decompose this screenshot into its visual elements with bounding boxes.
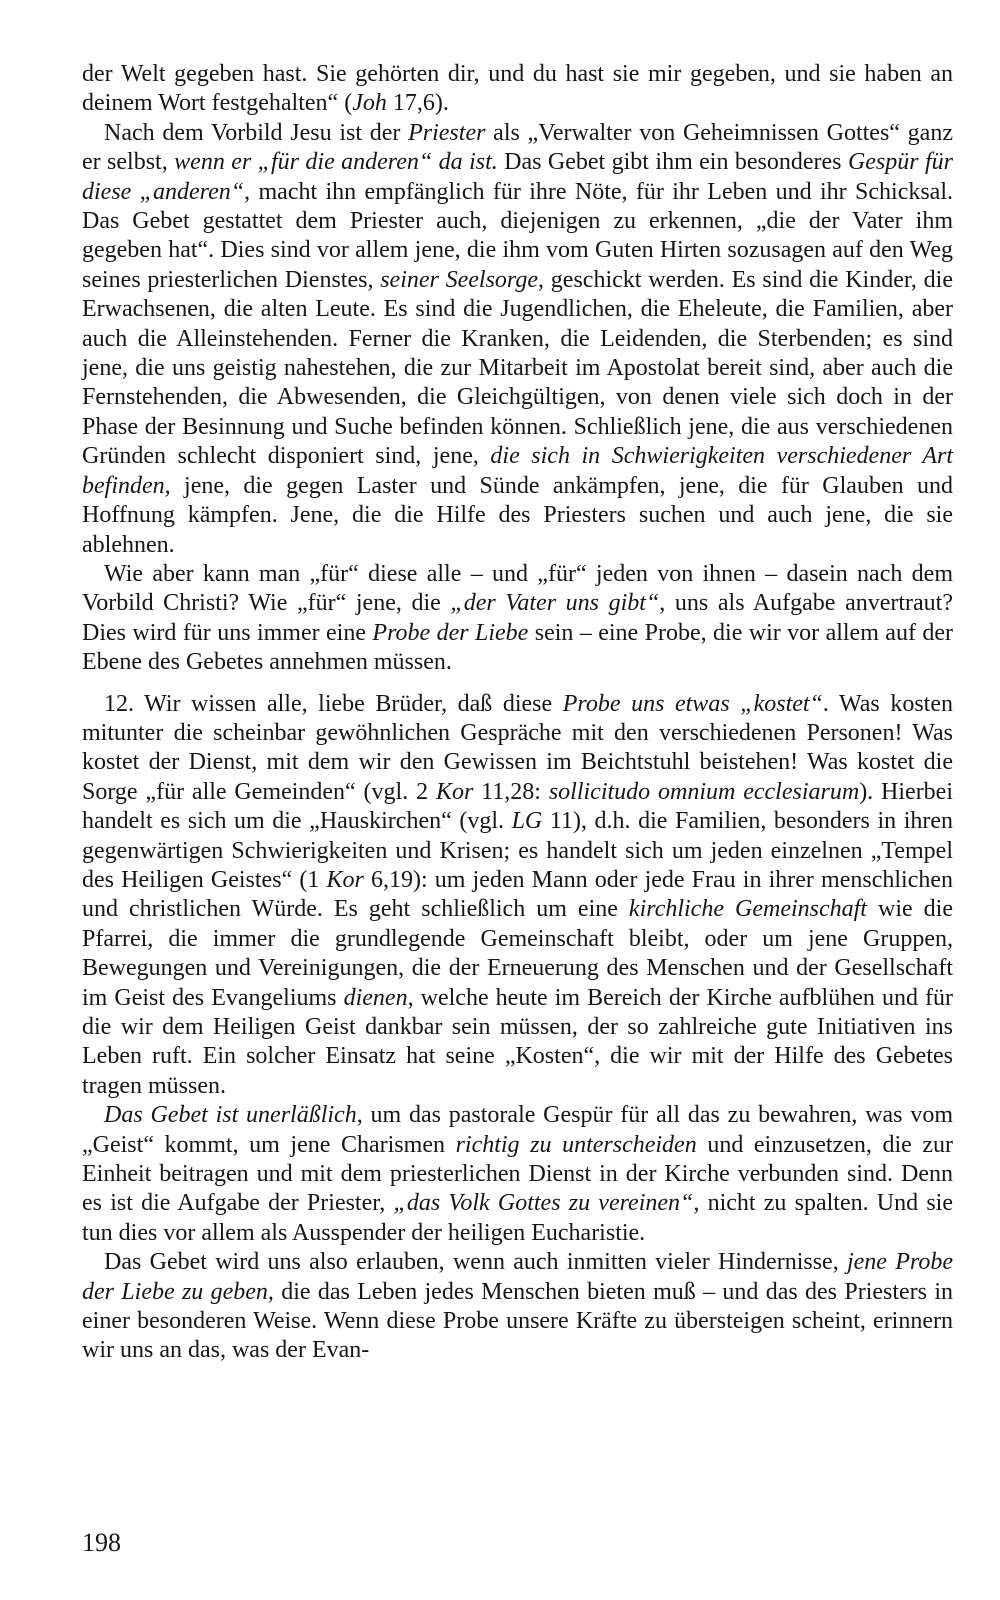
text-run: , macht ihn empfänglich für ihre Nöte, für ihr Leben und ihr Schicksal. Das Gebet gestattet dem Priester auch, diejenigen zu erkennen, „die der Vater ihm gegeben hat“. Dies sind vor allem jene, die ihm vom Guten Hirten sozusagen auf den Weg seines priesterlichen Dienstes,	[82, 178, 954, 293]
text-run: Das Gebet wird uns also erlauben, wenn auch inmitten vieler Hindernisse,	[104, 1249, 847, 1276]
italic-text: dienen	[343, 984, 408, 1011]
text-run: der Welt gegeben hast. Sie gehörten dir, und du hast sie mir gegeben, und sie haben an deinem Wort festgehalten“ (	[82, 61, 953, 117]
paragraph-section-12	[82, 690, 953, 1102]
italic-text: Priester	[408, 119, 486, 146]
text-run: ). Hierbei handelt es sich um die „Hauskirchen“ (vgl.	[82, 778, 954, 835]
text-run: und einzusetzen, die zur Einheit beitragen und mit dem priesterlichen Dienst in der Kirche verbunden sind. Denn es ist die Aufgabe der Priester,	[82, 1131, 953, 1217]
text-run: 11), d.h. die Familien, besonders in ihren gegenwärtigen Schwierigkeiten und Krisen; es handelt sich um jeden einzelnen „Tempel des Heiligen Geistes“ (1	[82, 808, 954, 893]
text-run: jene, die gegen Laster und Sünde ankämpfen, jene, die für Glauben und Hoffnung kämpfen. Jene, die die Hilfe des Priesters suchen und auch jene, die sie ablehnen.	[82, 472, 953, 558]
text-run: 12. Wir wissen alle, liebe Brüder, daß diese	[104, 690, 563, 717]
page-body	[82, 60, 953, 1366]
italic-text: „das Volk Gottes zu vereinen“	[393, 1190, 694, 1217]
paragraph-continuation	[82, 60, 953, 119]
paragraph-gebet-unerlaesslich	[82, 1101, 953, 1248]
italic-text: kirchliche Gemeinschaft	[628, 896, 867, 923]
text-run: Nach dem Vorbild Jesu ist der	[104, 119, 409, 146]
text-run: als „Verwalter von Geheimnissen Gottes“ ganz er selbst,	[82, 119, 953, 176]
italic-text: richtig zu unterscheiden	[455, 1131, 697, 1158]
text-run: Das Gebet gibt ihm ein besonderes	[497, 149, 848, 176]
text-run: , geschickt werden. Es sind die Kinder, die Erwachsenen, die alten Leute. Es sind die Jugendlichen, die Eheleute, die Familien, aber auch die Alleinstehenden. Ferner die Kranken, die Leidenden, die Sterbenden; es sind jene, die uns geistig nahestehen, die zur Mitarbeit im Apostolat bereit sind, aber auch die Fernstehenden, die Abwesenden, die Gleichgültigen, von denen viele sich doch in der Phase der Besinnung und Suche befinden können. Schließlich jene, die aus verschiedenen Gründen schlecht disponiert sind, jene,	[82, 266, 953, 470]
text-run: Wie aber kann man „für“ diese alle – und „für“ jeden von ihnen – dasein nach dem Vorbild Christi? Wie „für“ jene, die	[82, 560, 953, 617]
text-run: um das pastorale Gespür für all das zu bewahren, was vom „Geist“ kommt, um jene Charismen	[82, 1102, 953, 1158]
italic-text: Gespür für diese „anderen“	[82, 149, 954, 205]
text-run: , nicht zu spalten. Und sie tun dies vor allem als Ausspender der heiligen Eucharistie.	[82, 1190, 953, 1246]
italic-text: seiner Seelsorge	[380, 266, 539, 293]
text-run: , welche heute im Bereich der Kirche aufblühen und für die wir dem Heiligen Geist dankbar sein müssen, der so zahlreiche gute Initiativen ins Leben ruft. Ein solcher Einsatz hat seine „Kosten“, die wir mit der Hilfe des Gebetes tragen müssen.	[82, 984, 954, 1099]
text-run: 17,6).	[386, 90, 449, 117]
text-run: 6,19): um jeden Mann oder jede Frau in ihrer menschlichen und christlichen Würde. Es geht schließlich um eine	[82, 866, 953, 923]
italic-text: Joh	[352, 90, 387, 117]
italic-text: Kor	[326, 866, 364, 893]
italic-text: sollicitudo omnium ecclesiarum	[548, 778, 860, 805]
italic-text: die sich in Schwierigkeiten verschiedener Art befinden,	[82, 443, 954, 499]
page-number: 198	[82, 1528, 121, 1557]
text-run: , uns als Aufgabe anvertraut? Dies wird für uns immer eine	[82, 590, 953, 646]
italic-text: „der Vater uns gibt“	[450, 590, 660, 617]
italic-text: wenn er „für die anderen“ da ist.	[174, 149, 498, 176]
text-run: sein – eine Probe, die wir vor allem auf der Ebene des Gebetes annehmen müssen.	[82, 619, 953, 676]
italic-text: Kor	[435, 778, 474, 805]
italic-text: Probe uns etwas „kostet“	[562, 690, 823, 717]
italic-text: Probe der Liebe	[372, 619, 529, 646]
paragraph-probe-der-liebe	[82, 560, 953, 678]
italic-text: LG	[511, 808, 543, 835]
text-run: die das Leben jedes Menschen bieten muß – und das des Priesters in einer besonderen Weise. Wenn diese Probe unsere Kräfte zu übersteigen scheint, erinnern wir uns an das, was der Evan-	[82, 1278, 953, 1364]
italic-text: Das Gebet ist unerläßlich,	[104, 1102, 363, 1129]
paragraph-priest-for-others	[82, 119, 953, 560]
text-run: wie die Pfarrei, die immer die grundlegende Gemeinschaft bleibt, oder um jene Gruppen, Bewegungen und Vereinigungen, die der Erneuerung des Menschen und der Gesellschaft im Geist des Evangeliums	[82, 896, 953, 1011]
paragraph-gebet-erlauben	[82, 1248, 953, 1366]
italic-text: jene Probe der Liebe zu geben,	[82, 1249, 954, 1305]
text-run: 11,28:	[473, 778, 549, 805]
text-run: . Was kosten mitunter die scheinbar gewöhnlichen Gespräche mit den verschiedenen Personen! Was kostet der Dienst, mit dem wir den Gewissen im Beichtstuhl beistehen! Was kostet die Sorge „für alle Gemeinden“ (vgl. 2	[82, 690, 953, 805]
